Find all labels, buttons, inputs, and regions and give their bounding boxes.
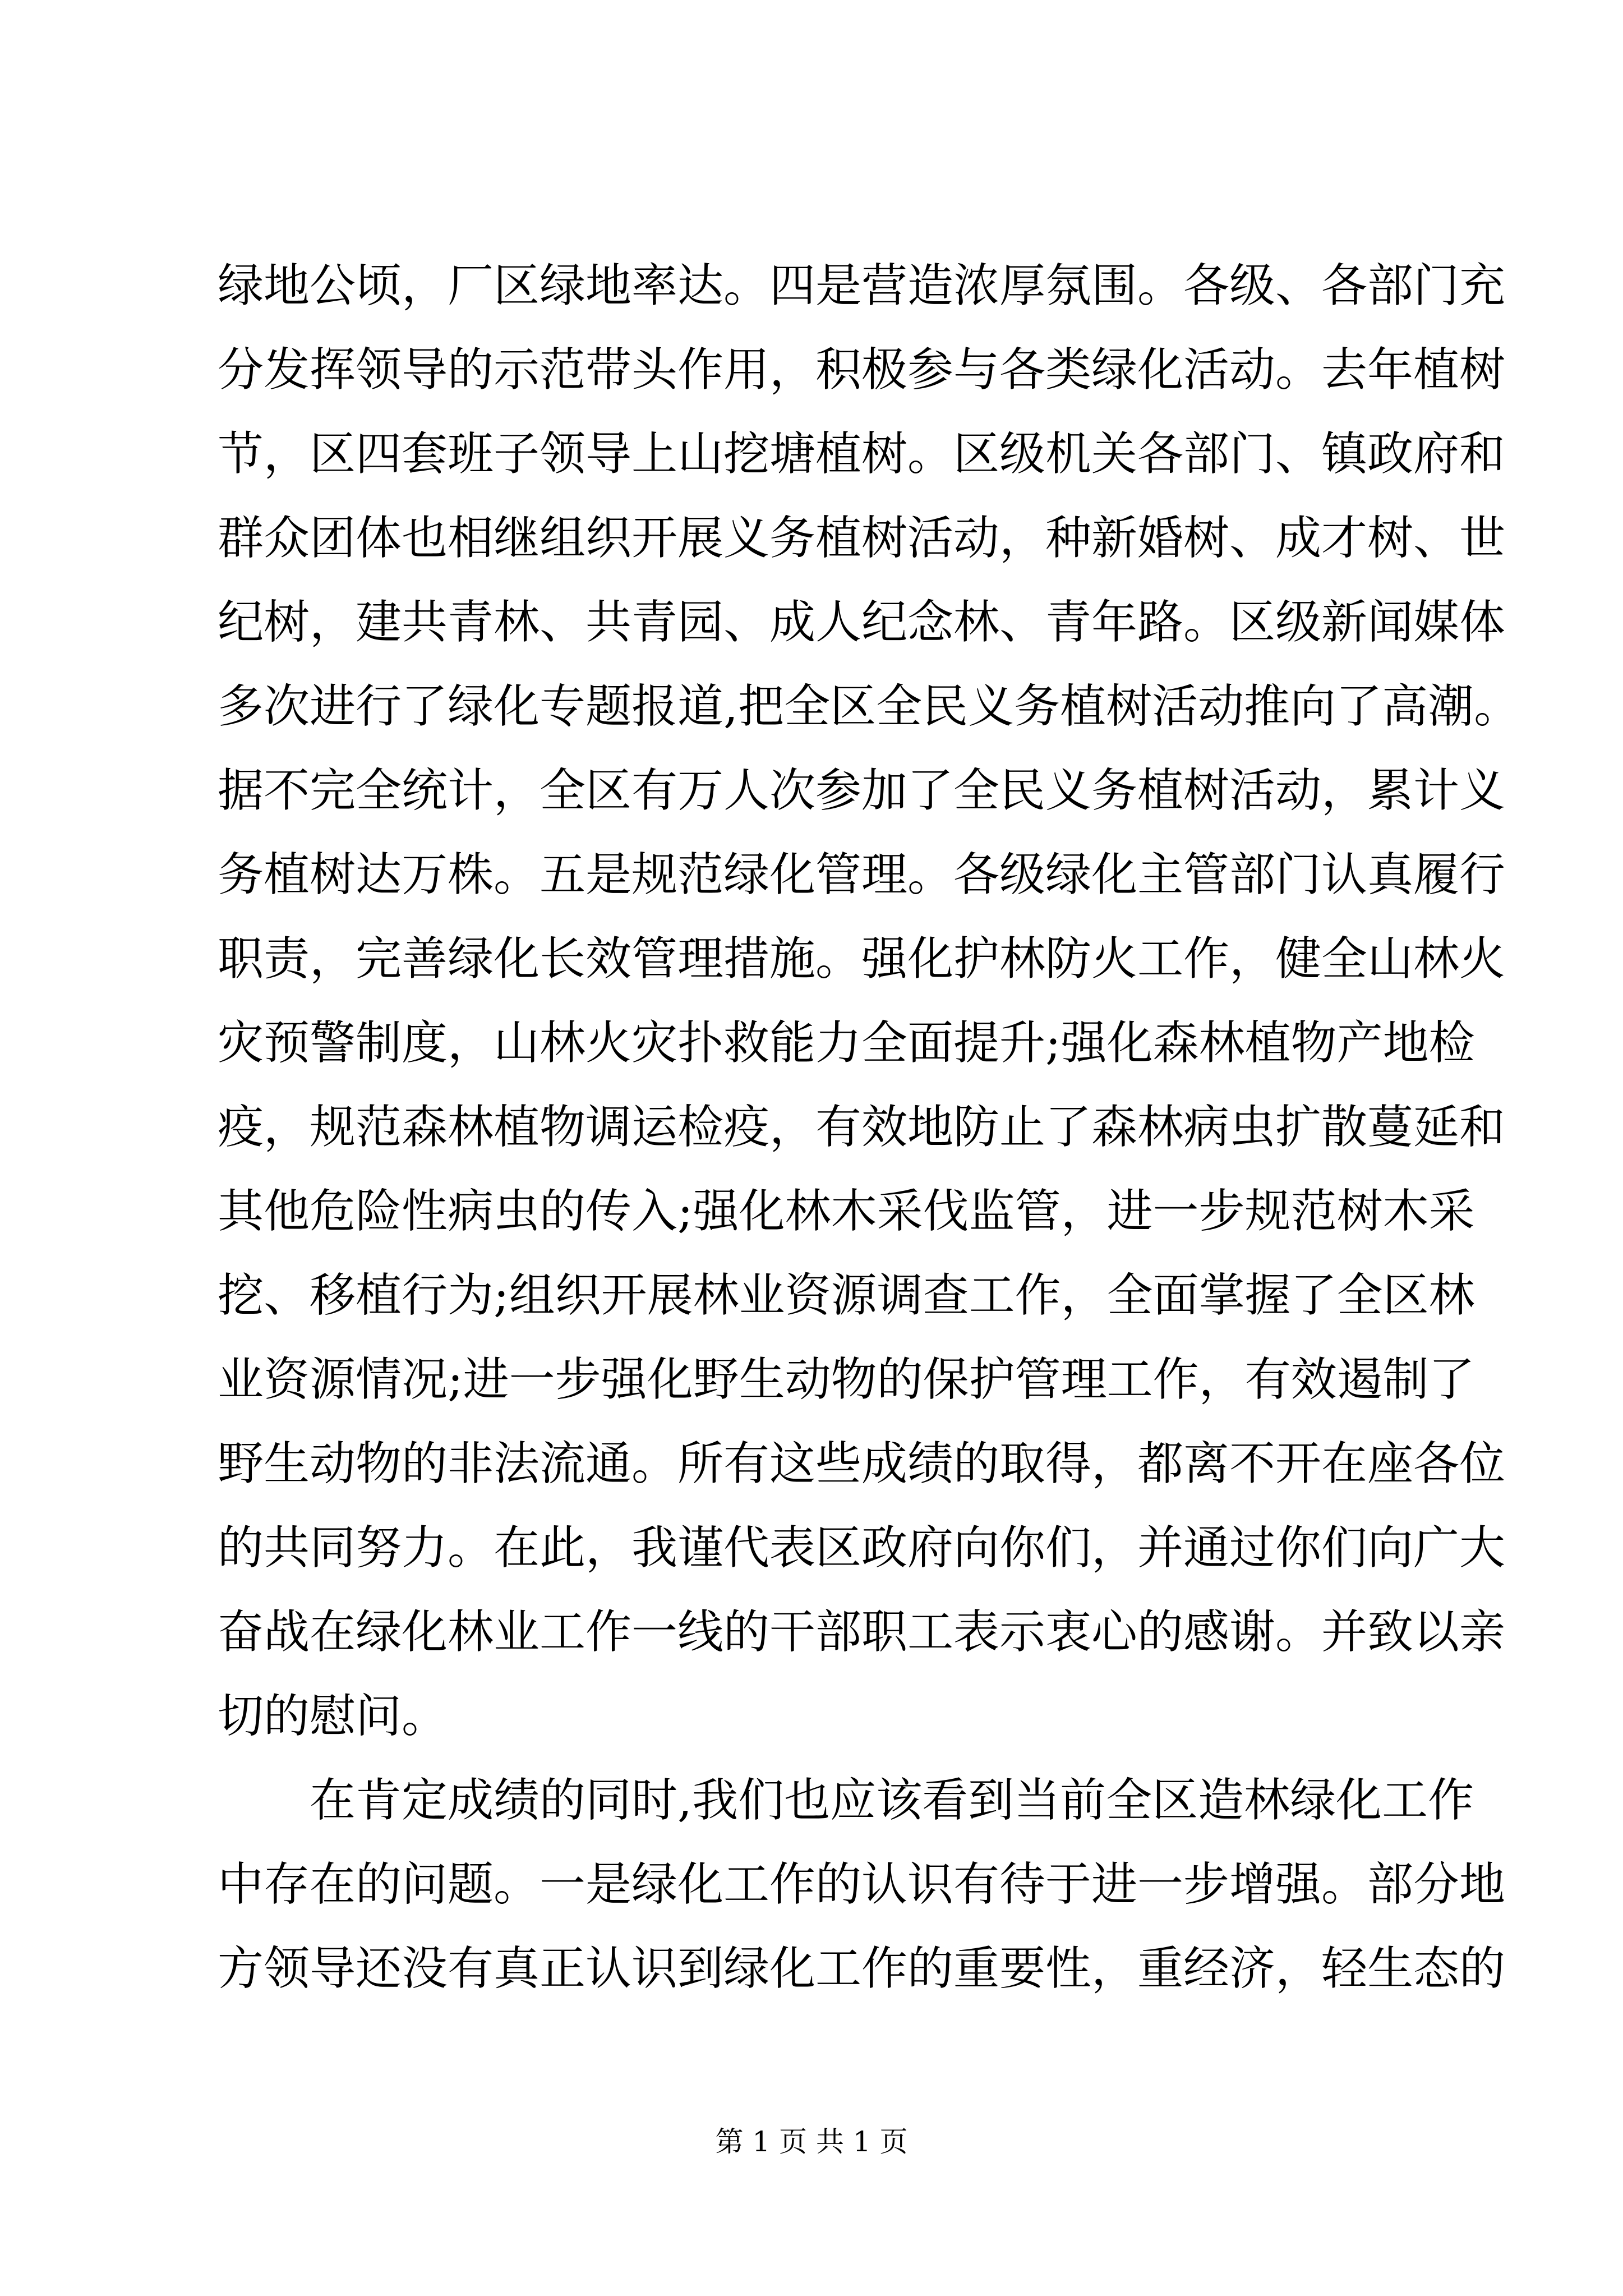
body-text (218, 244, 1520, 2011)
text-line: 的共同努力。在此，我谨代表区政府向你们，并通过你们向广大 (218, 1521, 1506, 1575)
text-line: 方领导还没有真正认识到绿化工作的重要性，重经济，轻生态的 (218, 1942, 1506, 1995)
text-line: 野生动物的非法流通。所有这些成绩的取得，都离不开在座各位 (218, 1437, 1506, 1490)
text-line: 群众团体也相继组织开展义务植树活动，种新婚树、成才树、世 (218, 512, 1506, 565)
text-line: 节，区四套班子领导上山挖塘植树。区级机关各部门、镇政府和 (218, 427, 1506, 481)
text-line: 纪树，建共青林、共青园、成人纪念林、青年路。区级新闻媒体 (218, 596, 1506, 649)
text-line: 务植树达万株。五是规范绿化管理。各级绿化主管部门认真履行 (218, 848, 1506, 901)
text-line: 职责，完善绿化长效管理措施。强化护林防火工作，健全山林火 (218, 932, 1506, 986)
text-line: 其他危险性病虫的传入;强化林木采伐监管，进一步规范树木采 (218, 1185, 1475, 1238)
text-line: 疫，规范森林植物调运检疫，有效地防止了森林病虫扩散蔓延和 (218, 1101, 1506, 1154)
text-line: 业资源情况;进一步强化野生动物的保护管理工作，有效遏制了 (218, 1353, 1475, 1406)
text-line: 据不完全统计，全区有万人次参加了全民义务植树活动，累计义 (218, 764, 1506, 817)
text-line: 多次进行了绿化专题报道,把全区全民义务植树活动推向了高潮。 (218, 680, 1520, 733)
text-line: 分发挥领导的示范带头作用，积极参与各类绿化活动。去年植树 (218, 343, 1506, 397)
text-line: 绿地公顷，厂区绿地率达。四是营造浓厚氛围。各级、各部门充 (218, 259, 1506, 312)
text-line: 奋战在绿化林业工作一线的干部职工表示衷心的感谢。并致以亲 (218, 1605, 1506, 1659)
text-line: 挖、移植行为;组织开展林业资源调查工作，全面掌握了全区林 (218, 1269, 1475, 1322)
text-line: 灾预警制度，山林火灾扑救能力全面提升;强化森林植物产地检 (218, 1016, 1475, 1070)
text-line: 中存在的问题。一是绿化工作的认识有待于进一步增强。部分地 (218, 1858, 1506, 1911)
text-line: 在肯定成绩的同时,我们也应该看到当前全区造林绿化工作 (218, 1774, 1474, 1827)
text-line: 切的慰问。 (218, 1690, 448, 1743)
page-footer: 第 1 页 共 1 页 (715, 2125, 908, 2158)
